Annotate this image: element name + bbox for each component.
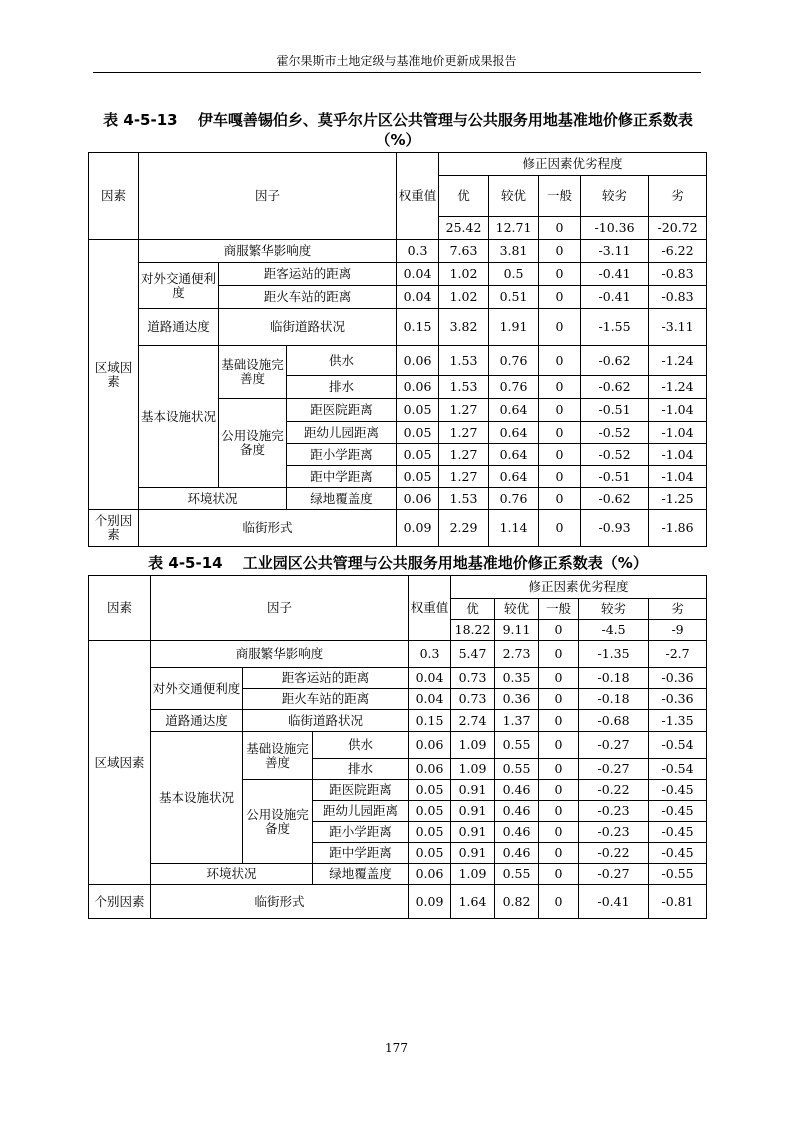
value-cell: -1.04 [649,466,707,488]
header-rule [93,72,701,73]
baseline-value: 9.11 [495,620,539,641]
table-row [89,864,707,885]
value-cell: -0.36 [649,668,707,689]
weight-cell: 0.04 [409,689,451,710]
table-row [89,710,707,732]
weight-cell: 0.15 [397,309,439,346]
weight-cell: 0.05 [397,399,439,422]
table-row [89,240,707,263]
value-cell: 0.91 [451,822,495,843]
table-row [89,885,707,919]
value-cell: -0.41 [581,263,649,286]
value-cell: -0.36 [649,689,707,710]
running-header: 霍尔果斯市土地定级与基准地价更新成果报告 [276,54,517,68]
baseline-value: -20.72 [649,217,707,240]
factor-name: 距小学距离 [313,822,409,843]
factor-name: 供水 [287,346,397,376]
value-cell: 0 [539,885,579,919]
road-group-cell: 道路通达度 [151,710,243,732]
value-cell: 0 [539,422,581,444]
value-cell: -1.35 [649,710,707,732]
weight-cell: 0.05 [409,843,451,864]
value-cell: -3.11 [649,309,707,346]
table-caption-4-5-13: 表 4-5-13 伊车嘎善锡伯乡、莫乎尔片区公共管理与公共服务用地基准地价修正系数表（%） [103,111,693,149]
value-cell: 0 [539,399,581,422]
value-cell: 1.27 [439,444,489,466]
value-cell: 0 [539,488,581,510]
baseline-value: 0 [539,620,579,641]
baseline-value: 18.22 [451,620,495,641]
value-cell: -1.24 [649,346,707,376]
value-cell: 0 [539,759,579,780]
value-cell: -0.18 [579,689,649,710]
value-cell: -0.52 [581,444,649,466]
weight-cell: 0.3 [409,641,451,668]
value-cell: 1.27 [439,466,489,488]
value-cell: 3.82 [439,309,489,346]
value-cell: -0.45 [649,843,707,864]
weight-cell: 0.05 [409,801,451,822]
factor-name: 供水 [313,732,409,759]
weight-cell: 0.06 [409,864,451,885]
value-cell: -0.27 [579,732,649,759]
factor-name: 商服繁华影响度 [151,641,409,668]
header-row [89,576,707,599]
factor-name: 距医院距离 [313,780,409,801]
value-cell: -1.24 [649,376,707,399]
value-cell: 1.02 [439,286,489,309]
value-cell: -1.55 [581,309,649,346]
value-cell: 1.09 [451,864,495,885]
weight-cell: 0.05 [409,822,451,843]
coefficient-table-4-5-13 [88,152,707,547]
value-cell: -0.54 [649,759,707,780]
factor-name: 距幼儿园距离 [287,422,397,444]
level-header: 劣 [649,599,707,620]
factor-name: 距火车站的距离 [219,286,397,309]
table-row [89,309,707,346]
level-header: 劣 [649,176,707,217]
value-cell: 1.53 [439,376,489,399]
factor-name: 距中学距离 [287,466,397,488]
factor-name: 临街道路状况 [219,309,397,346]
factor-name: 距医院距离 [287,399,397,422]
env-group-cell: 环境状况 [139,488,287,510]
value-cell: -1.35 [579,641,649,668]
table-row [89,488,707,510]
value-cell: 0.46 [495,843,539,864]
value-cell: -0.62 [581,488,649,510]
value-cell: -0.41 [579,885,649,919]
weight-cell: 0.06 [409,759,451,780]
value-cell: -0.51 [581,399,649,422]
value-cell: 1.37 [495,710,539,732]
value-cell: 0.82 [495,885,539,919]
value-cell: 1.09 [451,732,495,759]
value-cell: 0.46 [495,801,539,822]
weight-cell: 0.09 [397,510,439,547]
factor-name: 排水 [287,376,397,399]
degree-header: 修正因素优劣程度 [451,576,707,599]
table-row [89,510,707,547]
weight-cell: 0.04 [397,263,439,286]
value-cell: 0.46 [495,780,539,801]
weight-cell: 0.04 [397,286,439,309]
transport-group-cell: 对外交通便利度 [151,668,243,710]
value-cell: 2.29 [439,510,489,547]
infra-group-cell: 基本设施状况 [151,732,243,864]
value-cell: 0 [539,240,581,263]
weight-cell: 0.09 [409,885,451,919]
table-row [89,346,707,376]
level-header: 较优 [495,599,539,620]
weight-cell: 0.04 [409,668,451,689]
value-cell: -3.11 [581,240,649,263]
value-cell: 0 [539,641,579,668]
infra-public-cell: 公用设施完备度 [219,399,287,488]
level-header: 优 [439,176,489,217]
value-cell: 0.51 [489,286,539,309]
value-cell: -0.83 [649,286,707,309]
value-cell: 0.64 [489,444,539,466]
factor-name: 距火车站的距离 [243,689,409,710]
value-cell: 0 [539,843,579,864]
level-header: 较劣 [579,599,649,620]
value-cell: 1.09 [451,759,495,780]
factor-name: 临街形式 [139,510,397,547]
weight-header: 权重值 [397,153,439,240]
weight-cell: 0.05 [409,780,451,801]
table-row [89,668,707,689]
table-row [89,732,707,759]
value-cell: -0.52 [581,422,649,444]
value-cell: 1.53 [439,346,489,376]
value-cell: 0 [539,309,581,346]
value-cell: 0.36 [495,689,539,710]
value-cell: 0.76 [489,346,539,376]
value-cell: -0.55 [649,864,707,885]
value-cell: -6.22 [649,240,707,263]
infra-basic-cell: 基础设施完善度 [243,732,313,780]
value-cell: 0.91 [451,780,495,801]
value-cell: 0 [539,346,581,376]
factor-name: 临街道路状况 [243,710,409,732]
value-cell: 0.73 [451,689,495,710]
weight-cell: 0.06 [409,732,451,759]
value-cell: 2.74 [451,710,495,732]
value-cell: 0 [539,822,579,843]
value-cell: 0.55 [495,759,539,780]
value-cell: -0.22 [579,843,649,864]
value-cell: -0.62 [581,346,649,376]
baseline-value: 12.71 [489,217,539,240]
region-factor-cell: 区域因素 [89,240,139,510]
value-cell: 0 [539,668,579,689]
value-cell: 0 [539,710,579,732]
value-cell: 0 [539,466,581,488]
factor-name: 商服繁华影响度 [139,240,397,263]
factor-name: 距客运站的距离 [243,668,409,689]
level-header: 较优 [489,176,539,217]
factor-header: 因素 [89,576,151,641]
value-cell: -0.81 [649,885,707,919]
value-cell: -0.54 [649,732,707,759]
table-caption-4-5-14: 表 4-5-14 工业园区公共管理与公共服务用地基准地价修正系数表（%） [148,554,648,572]
value-cell: 1.14 [489,510,539,547]
factor-name: 临街形式 [151,885,409,919]
value-cell: 1.53 [439,488,489,510]
road-group-cell: 道路通达度 [139,309,219,346]
value-cell: 0 [539,286,581,309]
value-cell: 0.55 [495,732,539,759]
page-number: 177 [385,1041,408,1055]
individual-factor-cell: 个别因素 [89,510,139,547]
baseline-value: -9 [649,620,707,641]
value-cell: 0 [539,689,579,710]
value-cell: 0 [539,444,581,466]
value-cell: -0.83 [649,263,707,286]
value-cell: 0 [539,263,581,286]
level-header: 较劣 [581,176,649,217]
value-cell: 7.63 [439,240,489,263]
factor-name: 距客运站的距离 [219,263,397,286]
baseline-value: 0 [539,217,581,240]
coefficient-table-4-5-14 [88,575,707,919]
env-group-cell: 环境状况 [151,864,313,885]
value-cell: 2.73 [495,641,539,668]
sub-factor-header: 因子 [139,153,397,240]
value-cell: 0.64 [489,422,539,444]
individual-factor-cell: 个别因素 [89,885,151,919]
value-cell: 1.27 [439,422,489,444]
infra-group-cell: 基本设施状况 [139,346,219,488]
value-cell: -1.86 [649,510,707,547]
weight-cell: 0.06 [397,488,439,510]
transport-group-cell: 对外交通便利度 [139,263,219,309]
value-cell: 1.91 [489,309,539,346]
value-cell: -1.04 [649,444,707,466]
weight-cell: 0.05 [397,422,439,444]
value-cell: 5.47 [451,641,495,668]
region-factor-cell: 区域因素 [89,641,151,885]
factor-name: 距幼儿园距离 [313,801,409,822]
value-cell: 0 [539,864,579,885]
value-cell: 0 [539,376,581,399]
weight-cell: 0.15 [409,710,451,732]
value-cell: 0.76 [489,376,539,399]
value-cell: 3.81 [489,240,539,263]
value-cell: 0.46 [495,822,539,843]
factor-name: 绿地覆盖度 [313,864,409,885]
weight-cell: 0.06 [397,376,439,399]
value-cell: 1.27 [439,399,489,422]
value-cell: -1.04 [649,422,707,444]
infra-public-cell: 公用设施完备度 [243,780,313,864]
value-cell: 0 [539,780,579,801]
weight-cell: 0.3 [397,240,439,263]
header-row [89,153,707,176]
value-cell: 0 [539,801,579,822]
value-cell: -0.45 [649,801,707,822]
weight-cell: 0.05 [397,444,439,466]
value-cell: -0.23 [579,822,649,843]
value-cell: 0.5 [489,263,539,286]
value-cell: 0.91 [451,843,495,864]
factor-name: 距中学距离 [313,843,409,864]
value-cell: -0.27 [579,864,649,885]
value-cell: 0.76 [489,488,539,510]
sub-factor-header: 因子 [151,576,409,641]
value-cell: 0.73 [451,668,495,689]
baseline-value: 25.42 [439,217,489,240]
value-cell: 0.64 [489,466,539,488]
value-cell: -2.7 [649,641,707,668]
level-header: 一般 [539,599,579,620]
weight-header: 权重值 [409,576,451,641]
degree-header: 修正因素优劣程度 [439,153,707,176]
value-cell: -0.45 [649,822,707,843]
value-cell: -1.04 [649,399,707,422]
value-cell: 0.55 [495,864,539,885]
value-cell: -0.23 [579,801,649,822]
value-cell: -0.51 [581,466,649,488]
infra-basic-cell: 基础设施完善度 [219,346,287,399]
level-header: 一般 [539,176,581,217]
value-cell: -0.41 [581,286,649,309]
value-cell: 0.91 [451,801,495,822]
value-cell: 1.64 [451,885,495,919]
factor-header: 因素 [89,153,139,240]
baseline-value: -4.5 [579,620,649,641]
value-cell: 0.64 [489,399,539,422]
value-cell: 0 [539,732,579,759]
table-row [89,263,707,286]
value-cell: -0.62 [581,376,649,399]
value-cell: -0.68 [579,710,649,732]
value-cell: 1.02 [439,263,489,286]
table-row [89,641,707,668]
factor-name: 绿地覆盖度 [287,488,397,510]
weight-cell: 0.05 [397,466,439,488]
factor-name: 距小学距离 [287,444,397,466]
factor-name: 排水 [313,759,409,780]
baseline-value: -10.36 [581,217,649,240]
value-cell: -0.93 [581,510,649,547]
value-cell: -0.18 [579,668,649,689]
level-header: 优 [451,599,495,620]
value-cell: -1.25 [649,488,707,510]
weight-cell: 0.06 [397,346,439,376]
value-cell: -0.22 [579,780,649,801]
value-cell: -0.45 [649,780,707,801]
value-cell: 0.35 [495,668,539,689]
value-cell: -0.27 [579,759,649,780]
value-cell: 0 [539,510,581,547]
